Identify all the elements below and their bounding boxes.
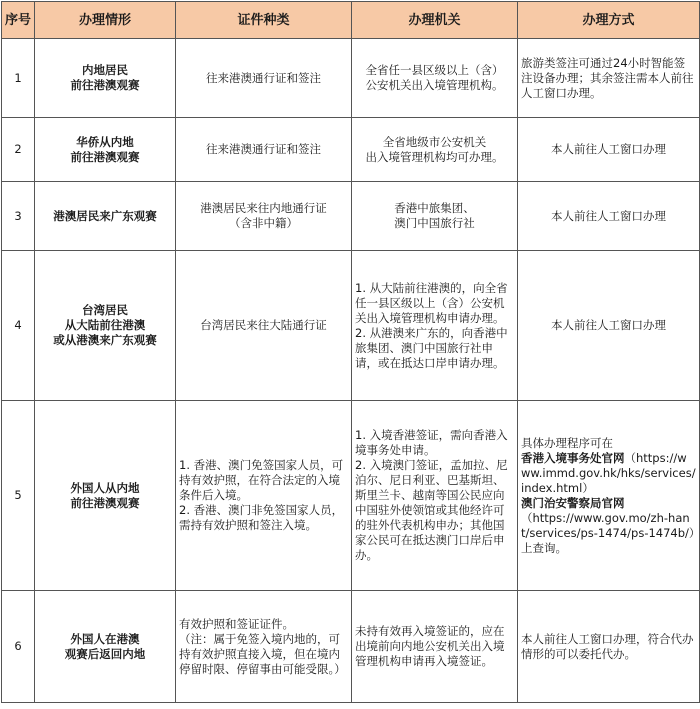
- method-text: 本人前往人工窗口办理，符合代办情形的可以委托代办。: [521, 631, 694, 661]
- table-header-row: [2, 2, 700, 39]
- method-text: 本人前往人工窗口办理: [551, 208, 666, 223]
- situation-text: 内地居民 前往港澳观赛: [70, 63, 140, 92]
- table-row: [2, 401, 700, 591]
- row-document: [176, 39, 352, 118]
- row-agency: [352, 591, 518, 703]
- document-text: 港澳居民来往内地通行证 （含非中籍）: [200, 201, 327, 230]
- header-index: 序号: [2, 2, 35, 39]
- table-row: [2, 39, 700, 118]
- row-agency: [352, 39, 518, 118]
- header-method: 办理方式: [518, 2, 700, 39]
- agency-text: 1. 从大陆前往港澳的，向全省任一县区级以上（含）公安机关出入境管理机构申请办理。 2. 从港澳来广东的，向香港中旅集团、澳门中国旅行社申请，或在抵达口岸申请办理。: [355, 280, 508, 370]
- document-text: 1. 香港、澳门免签国家人员，可持有效护照，在符合法定的入境条件后入境。 2. 香港、澳门非免签国家人员，需持有效护照和签注入境。: [179, 458, 344, 532]
- row-method: [518, 182, 700, 251]
- table-row: [2, 591, 700, 703]
- row-agency: [352, 118, 518, 182]
- row-method: [518, 118, 700, 182]
- row-method: [518, 591, 700, 703]
- header-document-type: 证件种类: [176, 2, 352, 39]
- document-text: 台湾居民来往大陆通行证: [200, 318, 327, 332]
- row-index: 3: [2, 182, 35, 251]
- agency-text: 未持有效再入境签证的，应在出境前向内地公安机关出入境管理机构申请再入境签证。: [355, 624, 505, 668]
- row-method: [518, 39, 700, 118]
- row-document: [176, 591, 352, 703]
- situation-text: 外国人在港澳 观赛后返回内地: [64, 631, 146, 661]
- row-situation: [35, 39, 176, 118]
- row-document: [176, 401, 352, 591]
- macau-police-url[interactable]: （https://www.gov.mo/zh-hant/services/ps-1474/ps-1474b/）上查询。: [521, 510, 695, 555]
- situation-text: 华侨从内地 前往港澳观赛: [70, 134, 140, 164]
- row-situation: [35, 591, 176, 703]
- header-situation: 办理情形: [35, 2, 176, 39]
- row-index: 5: [2, 401, 35, 591]
- row-situation: [35, 182, 176, 251]
- hk-immigration-site-name: 香港入境事务处官网: [521, 450, 625, 465]
- table-row: [2, 182, 700, 251]
- row-index: 1: [2, 39, 35, 118]
- document-text: 往来港澳通行证和签注: [206, 142, 321, 156]
- document-text: 往来港澳通行证和签注: [206, 70, 321, 85]
- situation-text: 港澳居民来广东观赛: [53, 208, 157, 223]
- situation-text: 外国人从内地 前往港澳观赛: [70, 480, 140, 510]
- row-index: 2: [2, 118, 35, 182]
- row-situation: [35, 251, 176, 401]
- header-agency: 办理机关: [352, 2, 518, 39]
- row-index: 6: [2, 591, 35, 703]
- hk-immigration-url[interactable]: （https://www.immd.gov.hk/hks/services/index.html）: [521, 450, 696, 495]
- method-text: 本人前往人工窗口办理: [551, 142, 666, 156]
- row-situation: [35, 401, 176, 591]
- row-situation: [35, 118, 176, 182]
- entry-permit-table: [1, 1, 700, 703]
- situation-text: 台湾居民 从大陆前往港澳 或从港澳来广东观赛: [53, 303, 157, 347]
- row-method: [518, 251, 700, 401]
- row-document: [176, 118, 352, 182]
- method-intro: 具体办理程序可在: [521, 435, 613, 450]
- row-document: [176, 251, 352, 401]
- row-agency: [352, 251, 518, 401]
- agency-text: 全省任一县区级以上（含） 公安机关出入境管理机构。: [365, 63, 504, 92]
- row-method: [518, 401, 700, 591]
- document-text: 有效护照和签证证件。 （注：属于免签入境内地的，可持有效护照直接入境，但在境内停留时限、停留事由可能受限。）: [179, 616, 346, 676]
- row-agency: [352, 182, 518, 251]
- agency-text: 香港中旅集团、 澳门中国旅行社: [394, 201, 475, 230]
- row-agency: [352, 401, 518, 591]
- table-row: [2, 118, 700, 182]
- row-index: 4: [2, 251, 35, 401]
- method-text: 旅游类签注可通过24小时智能签注设备办理；其余签注需本人前往人工窗口办理。: [521, 55, 694, 100]
- table-row: [2, 251, 700, 401]
- macau-police-site-name: 澳门治安警察局官网: [521, 495, 625, 510]
- method-text: 本人前往人工窗口办理: [551, 318, 666, 332]
- agency-text: 1. 入境香港签证，需向香港入境事务处申请。 2. 入境澳门签证，孟加拉、尼泊尔、尼日利亚、巴基斯坦、斯里兰卡、越南等国公民应向中国驻外使领馆或其他经许可的驻外代表机构申办；其他国家公民可在抵达澳门口岸后申办。: [355, 428, 508, 562]
- row-document: [176, 182, 352, 251]
- agency-text: 全省地级市公安机关 出入境管理机构均可办理。: [365, 134, 504, 164]
